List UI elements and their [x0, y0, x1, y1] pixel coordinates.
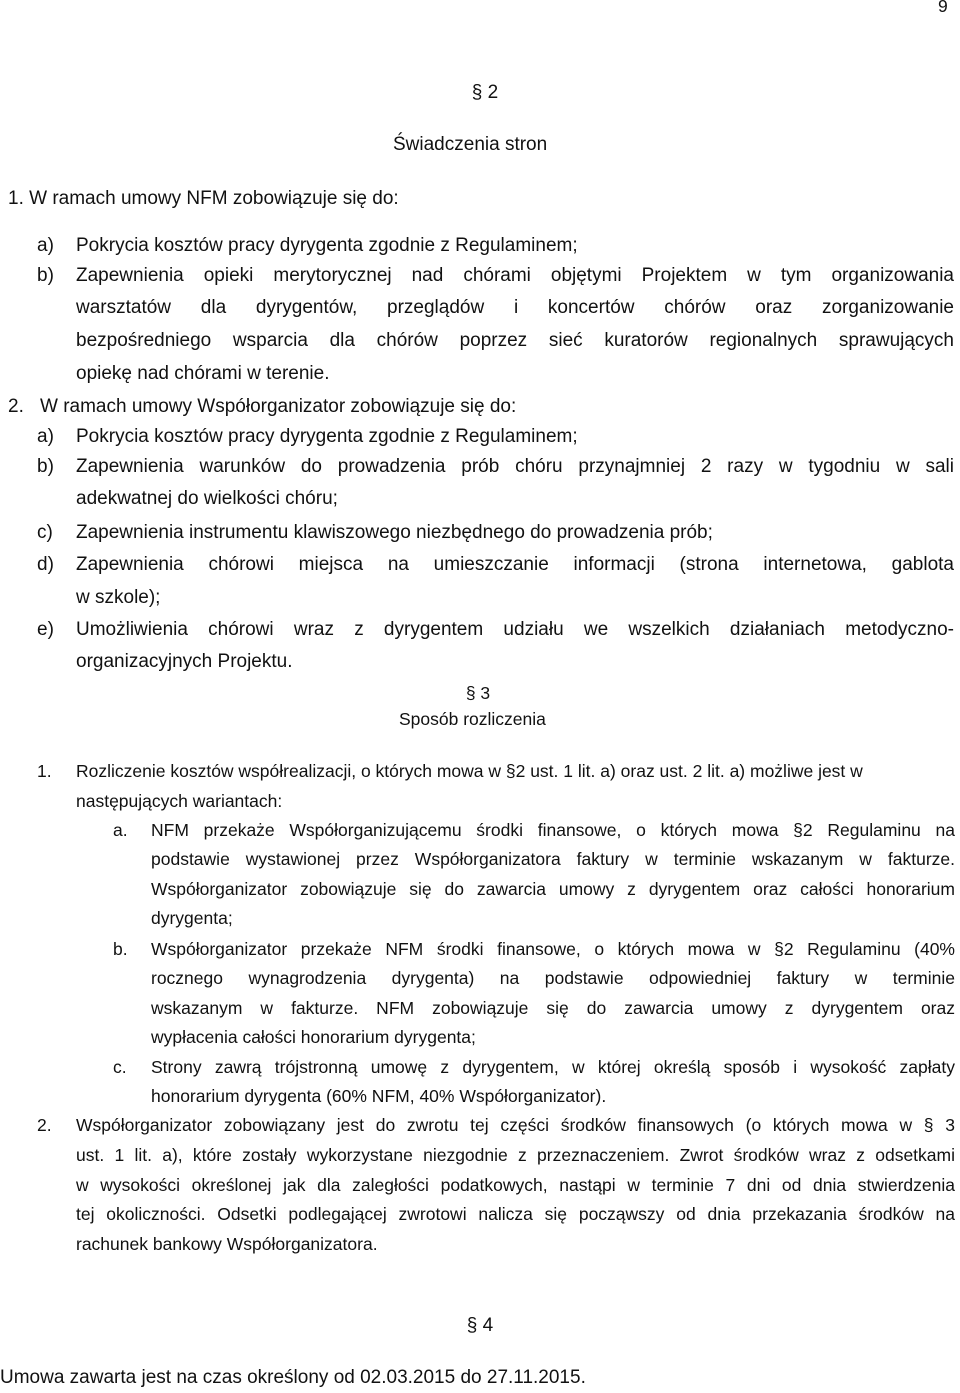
point-2-a-marker: a) — [37, 426, 54, 447]
s3-variant-c-marker: c. — [113, 1057, 127, 1077]
s3-point-2-line-2: ust. 1 lit. a), które zostały wykorzystane niezgodnie z przeznaczeniem. Zwrot środków wraz z odsetkami — [76, 1145, 955, 1165]
s3-variant-b-line-4: wypłacenia całości honorarium dyrygenta; — [151, 1027, 476, 1047]
point-2-c-text: Zapewnienia instrumentu klawiszowego niezbędnego do prowadzenia prób; — [76, 522, 713, 543]
s3-point-2-line-1: Współorganizator zobowiązany jest do zwrotu tej części środków finansowych (o których mowa w § 3 — [76, 1115, 955, 1135]
point-2-d-line-2: w szkole); — [76, 587, 161, 608]
s3-point-2-number: 2. — [37, 1115, 52, 1135]
s3-variant-a-line-3: Współorganizator zobowiązuje się do zawarcia umowy z dyrygentem oraz całości honorarium — [151, 879, 955, 899]
point-2-a-text: Pokrycia kosztów pracy dyrygenta zgodnie z Regulaminem; — [76, 426, 578, 447]
point-1-b-line-2: warsztatów dla dyrygentów, przeglądów i koncertów chórów oraz zorganizowanie — [76, 297, 954, 318]
section-2-number: § 2 — [471, 82, 499, 103]
point-1-a-text: Pokrycia kosztów pracy dyrygenta zgodnie z Regulaminem; — [76, 235, 578, 256]
point-1-b-line-1: Zapewnienia opieki merytorycznej nad chórami objętymi Projektem w tym organizowania — [76, 265, 954, 286]
section-3-number: § 3 — [465, 683, 491, 703]
section-3-title: Sposób rozliczenia — [399, 709, 546, 729]
s3-point-1-line-2: następujących wariantach: — [76, 791, 283, 811]
point-1-b-marker: b) — [37, 265, 54, 286]
s3-point-2-line-4: tej okoliczności. Odsetki podlegającej zwrotowi nalicza się począwszy od dnia przekazania środków na — [76, 1204, 955, 1224]
s3-point-2-line-5: rachunek bankowy Współorganizatora. — [76, 1234, 378, 1254]
point-2-e-line-2: organizacyjnych Projektu. — [76, 651, 293, 672]
s3-variant-c-line-2: honorarium dyrygenta (60% NFM, 40% Współorganizator). — [151, 1086, 607, 1106]
s3-variant-a-line-2: podstawie wystawionej przez Współorganizatora faktury w terminie wskazanym w fakturze. — [151, 849, 955, 869]
point-2-b-line-1: Zapewnienia warunków do prowadzenia prób chóru przynajmniej 2 razy w tygodniu w sali — [76, 456, 954, 477]
point-1-b-line-4: opiekę nad chórami w terenie. — [76, 363, 330, 384]
section-4-title: Umowa zawarta jest na czas określony od 02.03.2015 do 27.11.2015. — [0, 1367, 586, 1388]
section-2-title: Świadczenia stron — [393, 134, 548, 155]
point-2-b-line-2: adekwatnej do wielkości chóru; — [76, 488, 338, 509]
point-2-d-line-1: Zapewnienia chórowi miejsca na umieszczanie informacji (strona internetowa, gablota — [76, 554, 954, 575]
point-1-intro: 1. W ramach umowy NFM zobowiązuje się do: — [8, 188, 399, 209]
s3-variant-b-line-3: wskazanym w fakturze. NFM zobowiązuje się do zawarcia umowy z dyrygentem oraz — [151, 998, 955, 1018]
point-2-d-marker: d) — [37, 554, 54, 575]
point-2-b-marker: b) — [37, 456, 54, 477]
s3-variant-a-marker: a. — [113, 820, 128, 840]
point-2-intro: W ramach umowy Współorganizator zobowiązuje się do: — [40, 396, 517, 417]
s3-variant-b-marker: b. — [113, 939, 128, 959]
point-2-e-line-1: Umożliwienia chórowi wraz z dyrygentem udziału we wszelkich działaniach metodyczno- — [76, 619, 954, 640]
s3-variant-a-line-1: NFM przekaże Współorganizującemu środki finansowe, o których mowa §2 Regulaminu na — [151, 820, 955, 840]
section-4-number: § 4 — [466, 1315, 494, 1336]
s3-variant-b-line-1: Współorganizator przekaże NFM środki finansowe, o których mowa w §2 Regulaminu (40% — [151, 939, 955, 959]
s3-point-2-line-3: w wysokości określonej jak dla zaległości podatkowych, nastąpi w terminie 7 dni od dnia stwierdzenia — [76, 1175, 955, 1195]
s3-variant-c-line-1: Strony zawrą trójstronną umowę z dyrygentem, w której określą sposób i wysokość zapłaty — [151, 1057, 955, 1077]
point-2-c-marker: c) — [37, 522, 53, 543]
s3-variant-a-line-4: dyrygenta; — [151, 908, 233, 928]
s3-variant-b-line-2: rocznego wynagrodzenia dyrygenta) na podstawie odpowiedniej faktury w terminie — [151, 968, 955, 988]
point-1-a-marker: a) — [37, 235, 54, 256]
point-2-number: 2. — [8, 396, 24, 417]
point-1-b-line-3: bezpośredniego wsparcia dla chórów poprzez sieć kuratorów regionalnych sprawujących — [76, 330, 954, 351]
s3-point-1-line-1: Rozliczenie kosztów współrealizacji, o których mowa w §2 ust. 1 lit. a) oraz ust. 2 lit. a) możliwe jest w — [76, 761, 863, 781]
page-number: 9 — [938, 0, 948, 16]
s3-point-1-number: 1. — [37, 761, 52, 781]
point-2-e-marker: e) — [37, 619, 54, 640]
